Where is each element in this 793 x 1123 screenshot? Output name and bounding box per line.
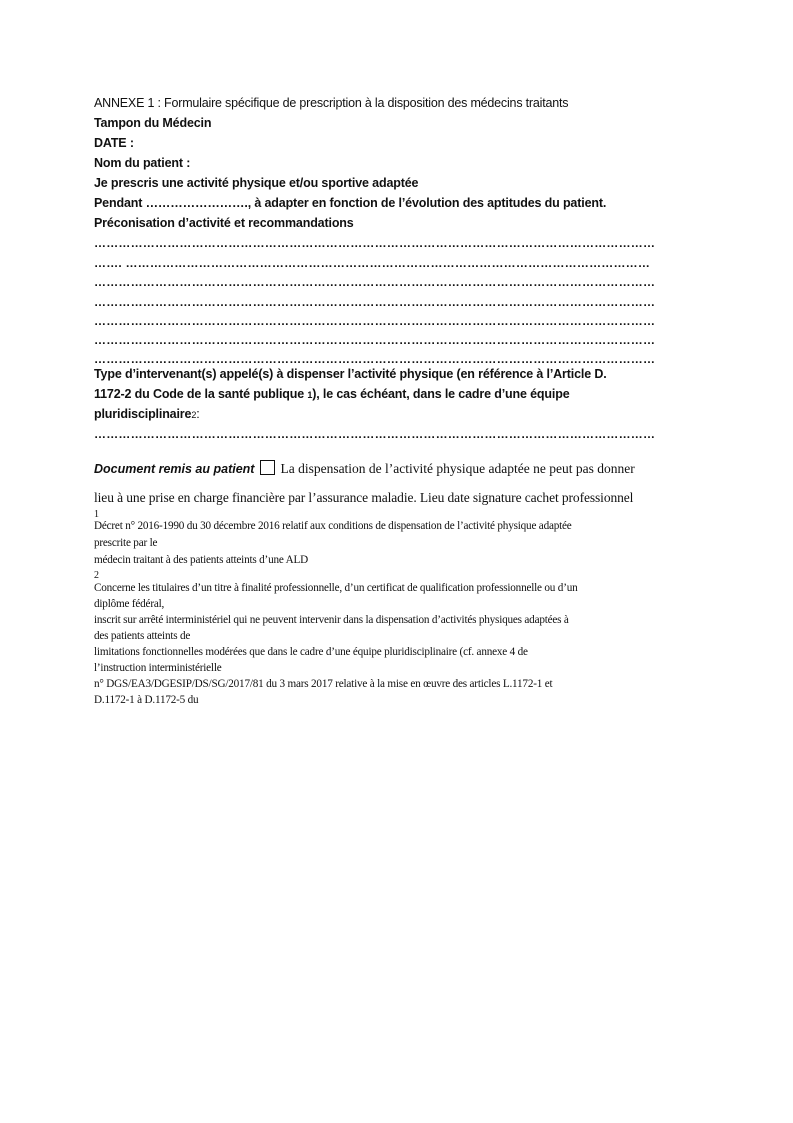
- doctor-stamp-label: Tampon du Médecin: [94, 116, 212, 130]
- dotted-line: …………………………………………………………………………………………………………………………: [94, 333, 656, 347]
- footnote-2-line4: des patients atteints de: [94, 630, 191, 642]
- footnote-2-line3: inscrit sur arrêté interministériel qui ne peuvent intervenir dans la dispensation d’activités physiques adaptées à: [94, 614, 569, 626]
- footnote-ref-1: 1: [307, 390, 313, 400]
- prescription-statement: Je prescris une activité physique et/ou sportive adaptée: [94, 176, 419, 190]
- footnote-2-line5: limitations fonctionnelles modérées que dans le cadre d’une équipe pluridisciplinaire (cf. annexe 4 de: [94, 646, 528, 658]
- dotted-line: …………………………………………………………………………………………………………………………: [94, 352, 656, 366]
- document-remis-label: Document remis au patient: [94, 462, 255, 476]
- intervenant-dotted-line: …………………………………………………………………………………………………………………………: [94, 427, 656, 441]
- duration-line: Pendant ……………………., à adapter en fonction de l’évolution des aptitudes du patient.: [94, 196, 607, 210]
- intervenant-type-line1: Type d’intervenant(s) appelé(s) à dispenser l’activité physique (en référence à l’Article D.: [94, 367, 607, 381]
- intervenant-type-line2: 1172-2 du Code de la santé publique 1), le cas échéant, dans le cadre d’une équipe: [94, 387, 570, 401]
- footnote-number-2: 2: [94, 570, 99, 581]
- remis-text-line1: La dispensation de l’activité physique adaptée ne peut pas donner: [280, 461, 635, 476]
- date-label: DATE :: [94, 136, 134, 150]
- remis-text-line2: lieu à une prise en charge financière par l’assurance maladie. Lieu date signature cachet professionnel: [94, 490, 634, 505]
- footnote-1-line1: Décret n° 2016-1990 du 30 décembre 2016 relatif aux conditions de dispensation de l’activité physique adaptée: [94, 520, 572, 532]
- annex-title: ANNEXE 1 : Formulaire spécifique de prescription à la disposition des médecins traitants: [94, 96, 569, 110]
- document-remis-row: [94, 460, 635, 477]
- intervenant-type-line3: pluridisciplinaire2:: [94, 407, 200, 421]
- dotted-line: …………………………………………………………………………………………………………………………: [94, 275, 656, 289]
- footnote-1-line2: prescrite par le: [94, 537, 158, 549]
- footnote-2-line7: n° DGS/EA3/DGESIP/DS/SG/2017/81 du 3 mars 2017 relative à la mise en œuvre des articles L.1172-1 et: [94, 678, 553, 690]
- footnote-number-1: 1: [94, 509, 99, 520]
- patient-name-label: Nom du patient :: [94, 156, 191, 170]
- footnote-2-line2: diplôme fédéral,: [94, 598, 165, 610]
- footnote-2-line6: l’instruction interministérielle: [94, 662, 222, 674]
- footnote-1-line3: médecin traitant à des patients atteints d’une ALD: [94, 554, 308, 566]
- remis-checkbox[interactable]: [260, 460, 275, 475]
- dotted-line: …………………………………………………………………………………………………………………………: [94, 314, 656, 328]
- recommendations-label: Préconisation d’activité et recommandations: [94, 216, 354, 230]
- footnote-2-line1: Concerne les titulaires d’un titre à finalité professionnelle, d’un certificat de qualification professionnelle ou d’un: [94, 582, 578, 594]
- dotted-line: …………………………………………………………………………………………………………………………: [94, 295, 656, 309]
- dotted-line: …………………………………………………………………………………………………………………………: [94, 236, 656, 250]
- footnote-2-line8: D.1172-1 à D.1172-5 du: [94, 694, 199, 706]
- footnote-ref-2: 2: [191, 410, 197, 420]
- dotted-line: ……. …………………………………………………………………………………………………………………: [94, 256, 651, 270]
